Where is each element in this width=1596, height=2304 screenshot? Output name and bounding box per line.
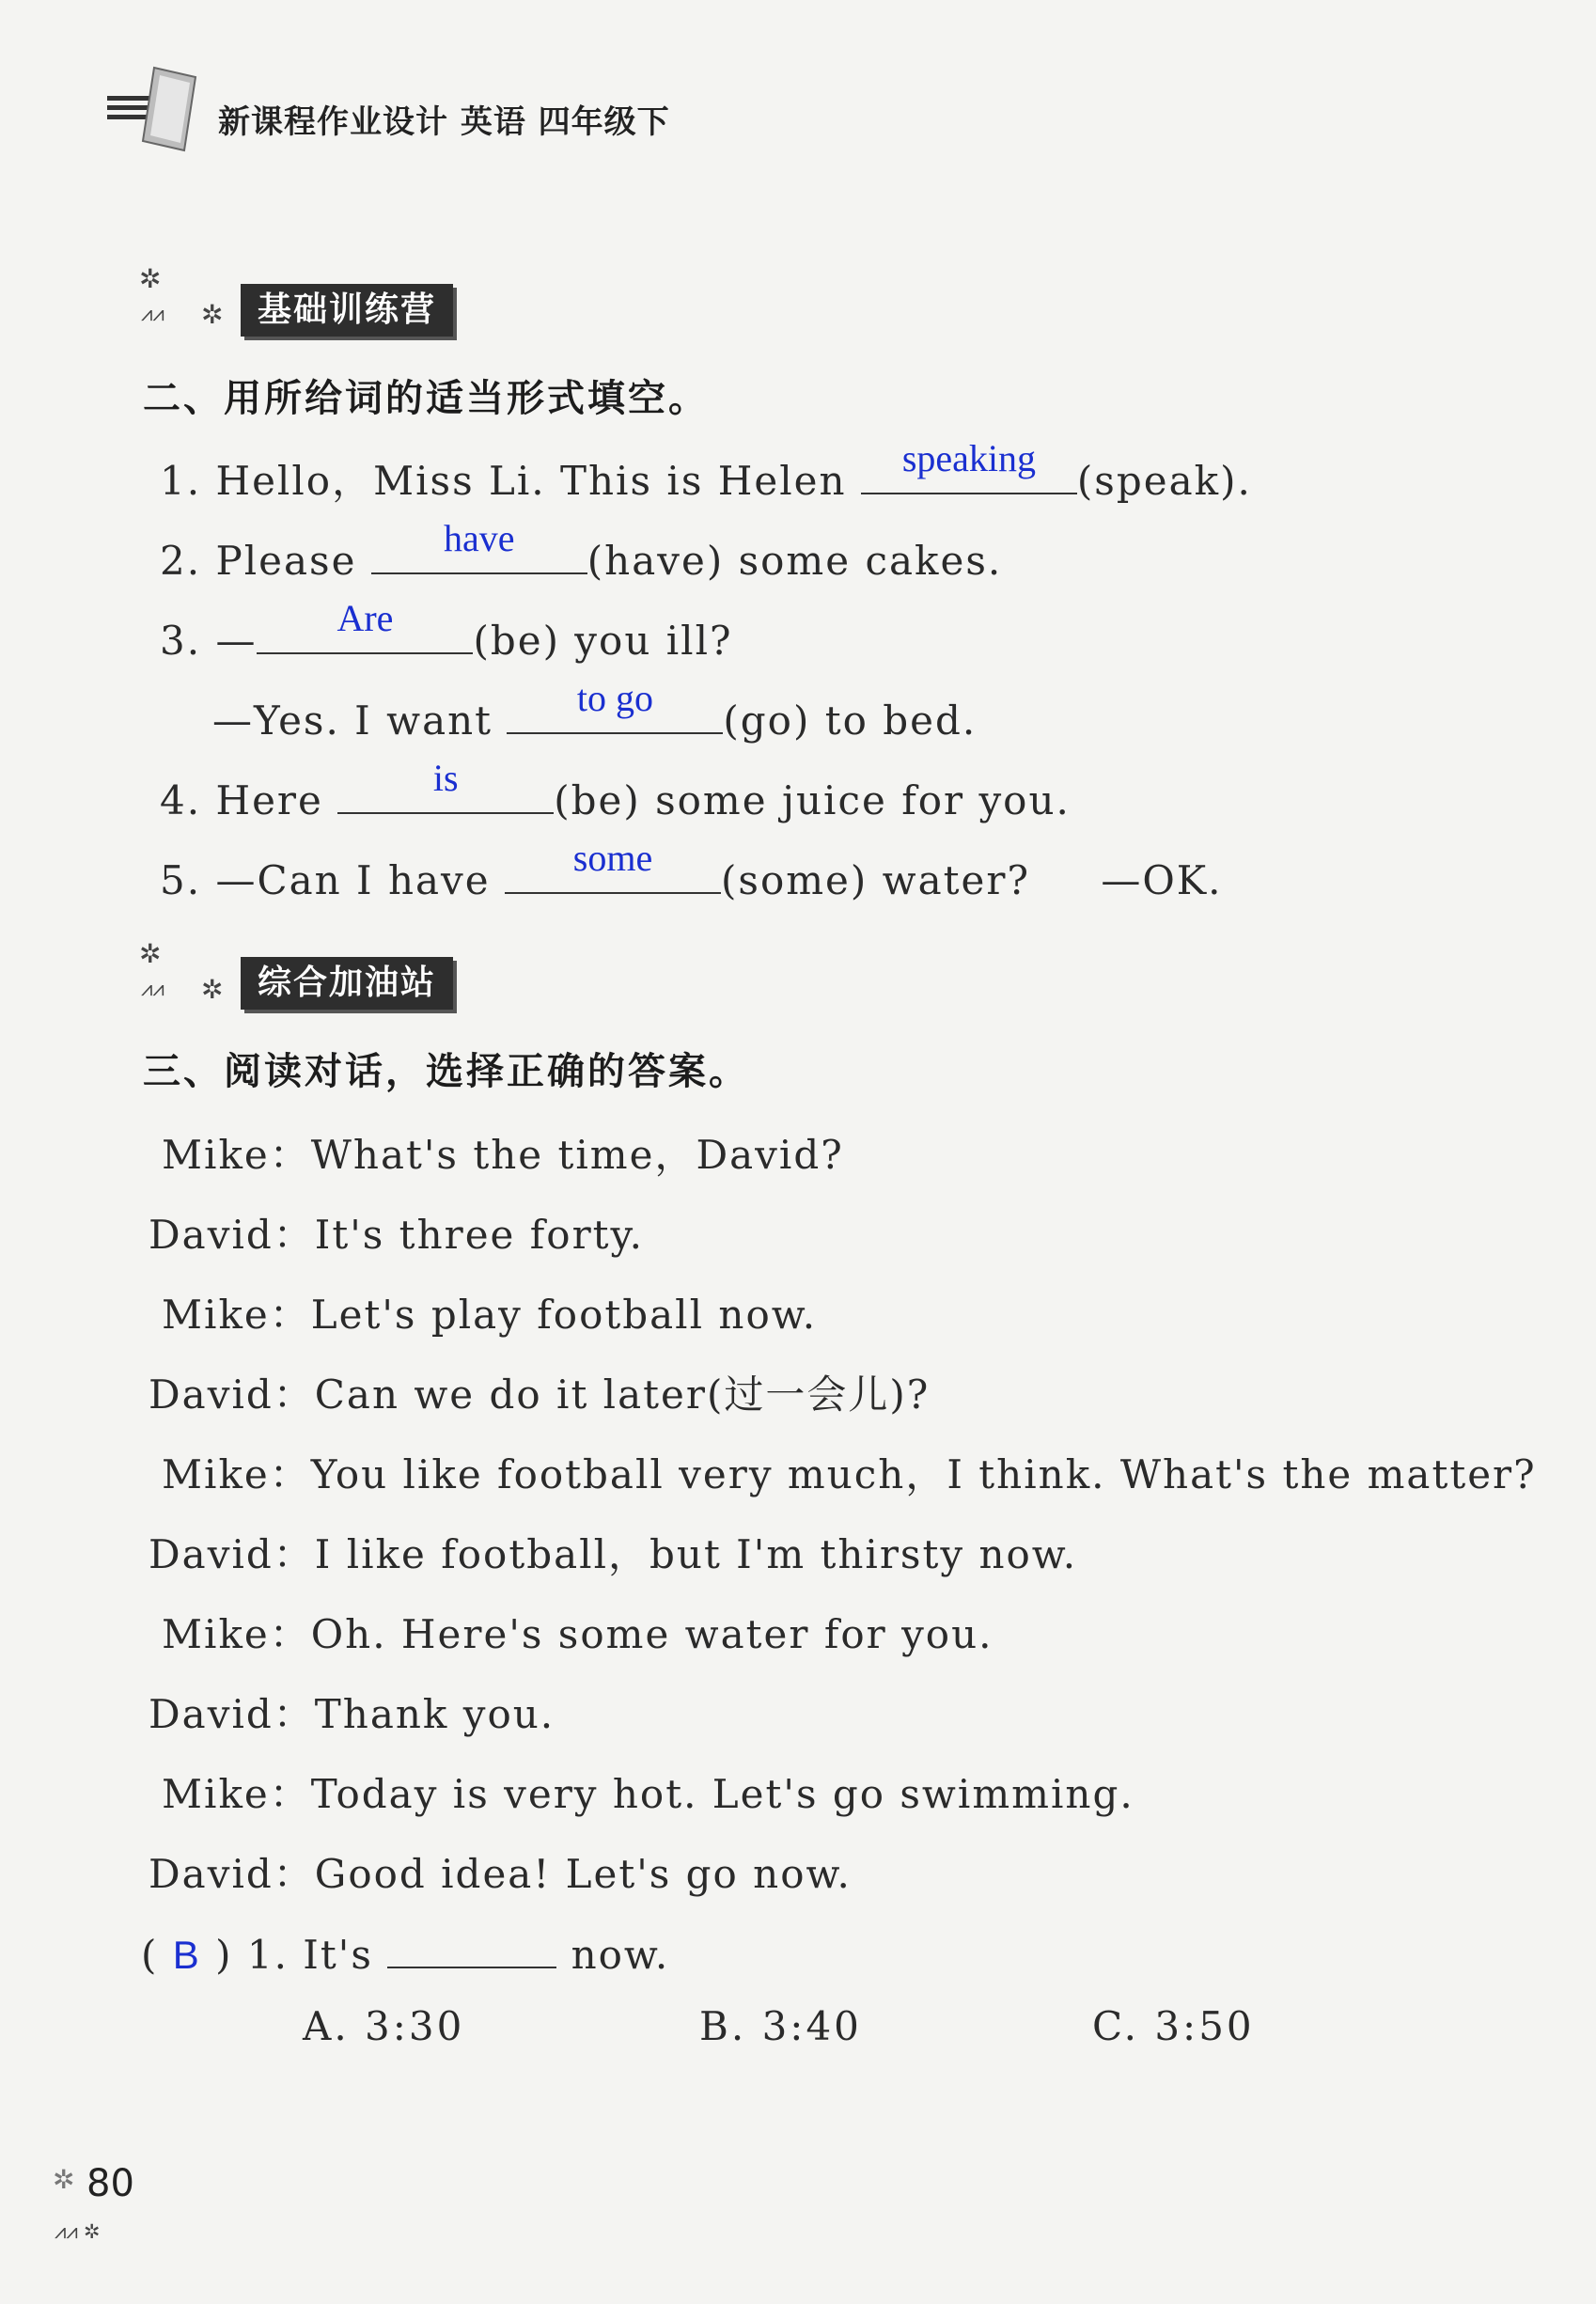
grass-icon: ⩘⩘ <box>141 978 164 1001</box>
fill-in-item-4: 4. Here is (be) some juice for you. <box>160 757 1071 823</box>
answer-blank <box>861 437 1077 494</box>
dialogue-line: David：Thank you. <box>149 1691 555 1737</box>
dialogue-line: Mike：You like football very much，I think. What's the matter? <box>162 1451 1537 1497</box>
dialogue-line: Mike：What's the time，David? <box>162 1132 844 1178</box>
grass-icon: ⩘⩘ ✲ <box>55 2220 100 2244</box>
answer-text: Are <box>336 597 394 639</box>
option-b: B. 3:40 <box>699 2003 862 2049</box>
dialogue-line: David：Good idea! Let's go now. <box>149 1851 852 1897</box>
section-heading-basic: 二、用所给词的适当形式填空。 <box>143 377 709 420</box>
dialogue-line: Mike：Oh. Here's some water for you. <box>162 1611 994 1657</box>
flower-icon: ✲ <box>53 2164 75 2195</box>
dialogue-line: Mike：Let's play football now. <box>162 1292 818 1338</box>
answer-text: is <box>432 757 459 799</box>
answer-blank <box>257 597 473 654</box>
flower-icon: ✲ <box>201 299 224 330</box>
answer-blank <box>507 677 723 734</box>
answer-blank <box>387 1923 556 1968</box>
answer-text: speaking <box>901 437 1037 479</box>
fill-in-item-3: 3. — Are (be) you ill? <box>160 597 733 664</box>
fill-in-item-5: 5. —Can I have some (some) water? —OK. <box>160 837 1223 903</box>
page-number: 80 <box>86 2162 134 2205</box>
question-1: ( B ) 1. It's now. <box>141 1923 669 1978</box>
fill-in-item-2: 2. Please have (have) some cakes. <box>160 517 1003 584</box>
answer-blank <box>371 517 587 574</box>
option-a: A. 3:30 <box>303 2003 465 2049</box>
dialogue-line: David：It's three forty. <box>149 1212 645 1258</box>
answer-text: have <box>444 517 515 559</box>
header-title: 新课程作业设计 英语 四年级下 <box>218 103 670 141</box>
option-c: C. 3:50 <box>1092 2003 1255 2049</box>
fill-in-item-3b: —Yes. I want to go (go) to bed. <box>212 677 978 744</box>
grass-icon: ⩘⩘ <box>141 303 164 326</box>
question-answer: B <box>172 1933 201 1977</box>
flower-icon: ✲ <box>139 938 162 969</box>
dialogue-line: David：Can we do it later(过一会儿)? <box>149 1371 931 1418</box>
fill-in-item-1: 1. Hello，Miss Li. This is Helen speaking (speak). <box>160 437 1252 504</box>
dialogue-line: David：I like football，but I'm thirsty now. <box>149 1531 1078 1577</box>
flower-icon: ✲ <box>201 974 224 1005</box>
section-badge-basic: 基础训练营 <box>241 284 453 337</box>
section-badge-comprehensive: 综合加油站 <box>241 957 453 1010</box>
header-logo-icon <box>102 58 205 162</box>
answer-blank <box>337 757 554 814</box>
answer-text: some <box>572 837 653 879</box>
flower-icon: ✲ <box>139 263 162 294</box>
answer-text: to go <box>576 677 653 719</box>
section-heading-comprehensive: 三、阅读对话，选择正确的答案。 <box>143 1050 749 1093</box>
answer-blank <box>505 837 721 894</box>
dialogue-line: Mike：Today is very hot. Let's go swimming. <box>162 1771 1134 1817</box>
